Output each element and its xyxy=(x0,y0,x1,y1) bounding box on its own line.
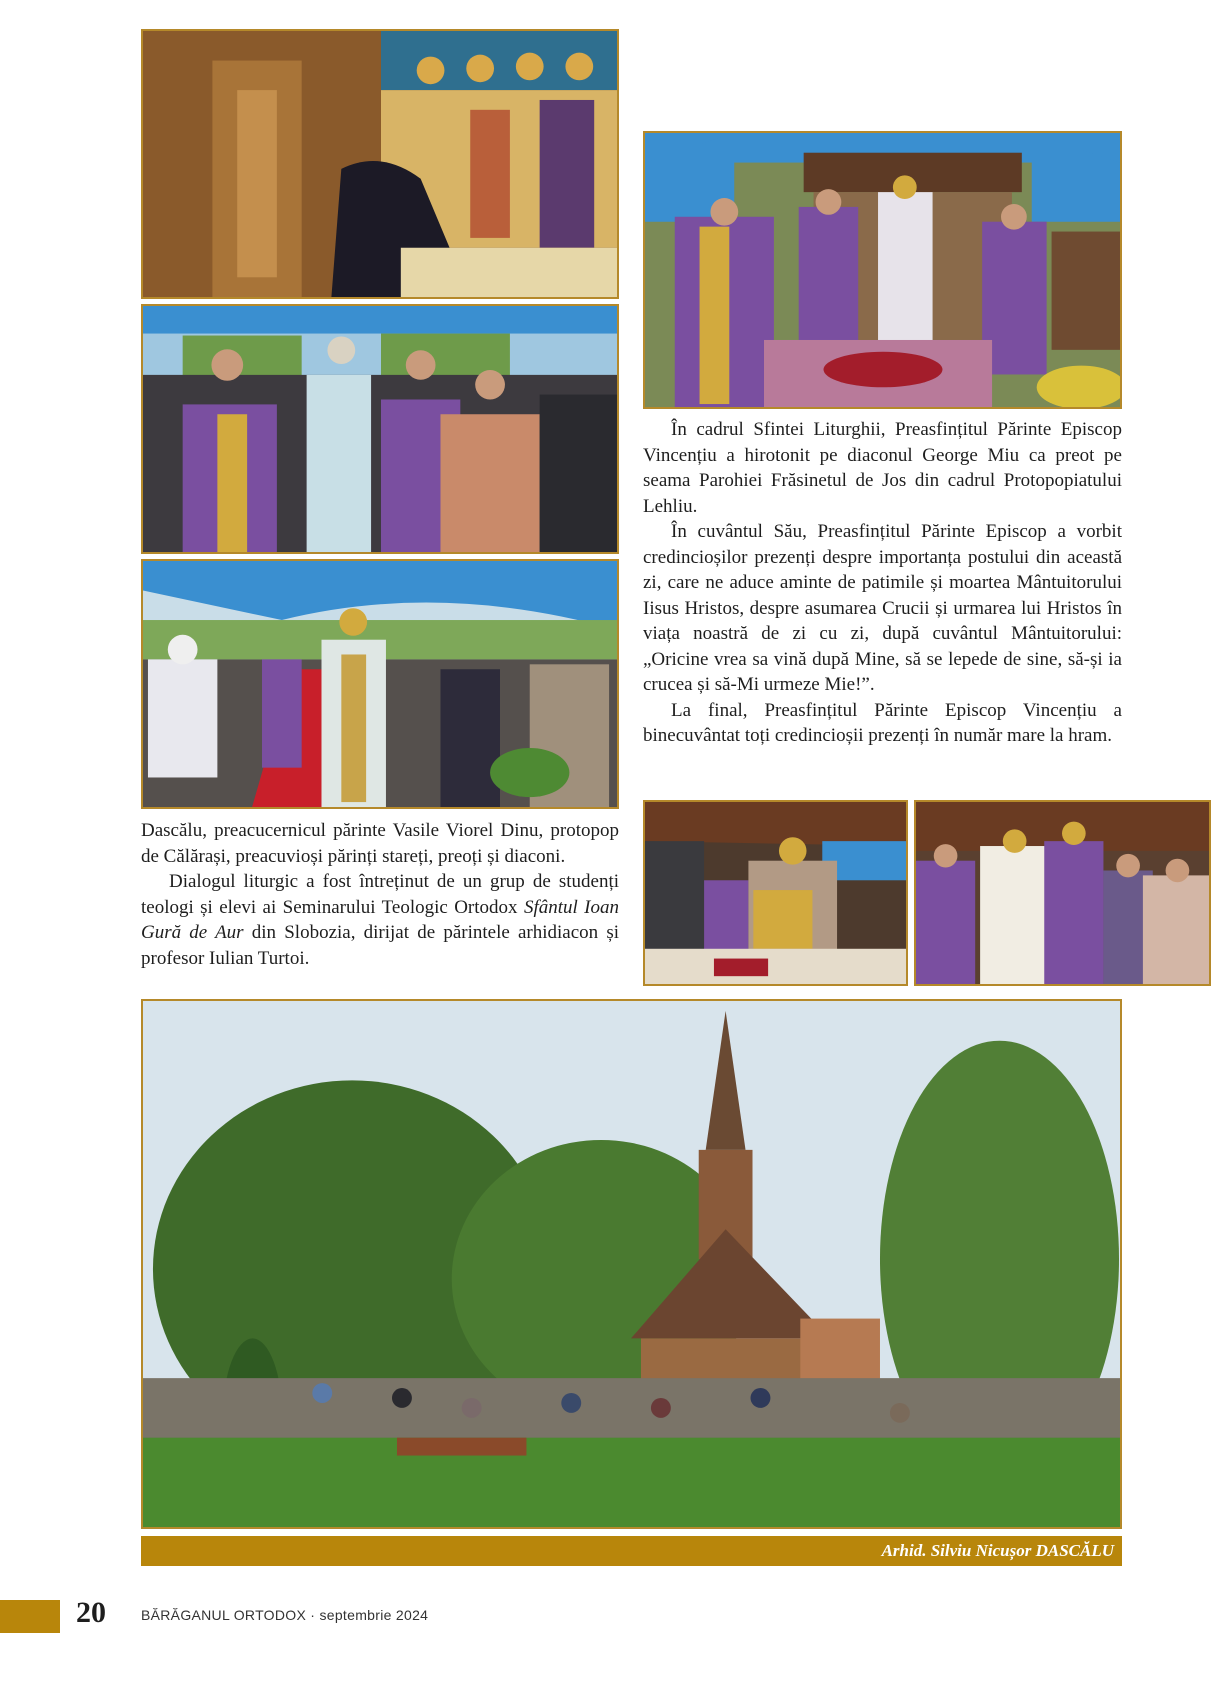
left-paragraph-1: Dascălu, preacucernicul părinte Vasile Viorel Dinu, protopop de Călărași, preacuvioși părinți stareți, preoți și diaconi. xyxy=(141,820,619,867)
photo-ordination-gazebo xyxy=(643,131,1122,409)
left-paragraph-2 xyxy=(141,869,619,971)
publication-name: BĂRĂGANUL ORTODOX xyxy=(141,1607,307,1623)
issue-date: septembrie 2024 xyxy=(319,1607,429,1623)
photo-clergy-procession xyxy=(141,304,619,554)
left-paragraph-2-text: Dialogul liturgic a fost întreținut de un grup de studenți teologi și elevi ai Seminarului Teologic Ortodox xyxy=(141,871,619,918)
footer-publication xyxy=(141,1607,428,1623)
photo-iconostasis xyxy=(141,29,619,299)
photo-credit: Arhid. Silviu Nicușor DASCĂLU xyxy=(881,1541,1114,1560)
page-tab xyxy=(0,1600,60,1633)
right-paragraph-2: În cuvântul Său, Preasfințitul Părinte Episcop a vorbit credincioșilor prezenți despre importanța postului din această zi, care ne aduce aminte de patimile și moartea Mântuitorului Iisus Hristos, despre asumarea Crucii și urmarea lui Hristos în viața noastră de zi cu zi, după cuvântul Mântuitorului: „Oricine vrea sa vină după Mine, să se lepede de sine, să-și ia crucea și să-Mi urmeze Mie!”. xyxy=(643,521,1122,695)
photo-bishop-faithful xyxy=(141,559,619,809)
seminary-name: Sfântul Ioan Gură de Aur xyxy=(141,896,619,943)
photo-clergy-group xyxy=(914,800,1211,986)
photo-credit-bar xyxy=(141,1536,1122,1566)
photo-bishop-altar xyxy=(643,800,908,986)
left-paragraph-3-text: din Slobozia, dirijat de părintele arhidiacon și profesor Iulian Turtoi. xyxy=(141,922,619,969)
right-column-text xyxy=(643,417,1122,749)
left-column-text xyxy=(141,818,619,971)
footer-separator: · xyxy=(306,1607,320,1623)
right-paragraph-3: La final, Preasfințitul Părinte Episcop Vincențiu a binecuvântat toți credincioșii prezenți în număr mare la hram. xyxy=(643,699,1122,746)
photo-wooden-church xyxy=(141,999,1122,1529)
page-number: 20 xyxy=(76,1596,106,1629)
right-paragraph-1: În cadrul Sfintei Liturghii, Preasfințitul Părinte Episcop Vincențiu a hirotonit pe diaconul George Miu ca preot pe seama Parohiei Frăsinetul de Jos din cadrul Protopopiatului Lehliu. xyxy=(643,419,1122,517)
